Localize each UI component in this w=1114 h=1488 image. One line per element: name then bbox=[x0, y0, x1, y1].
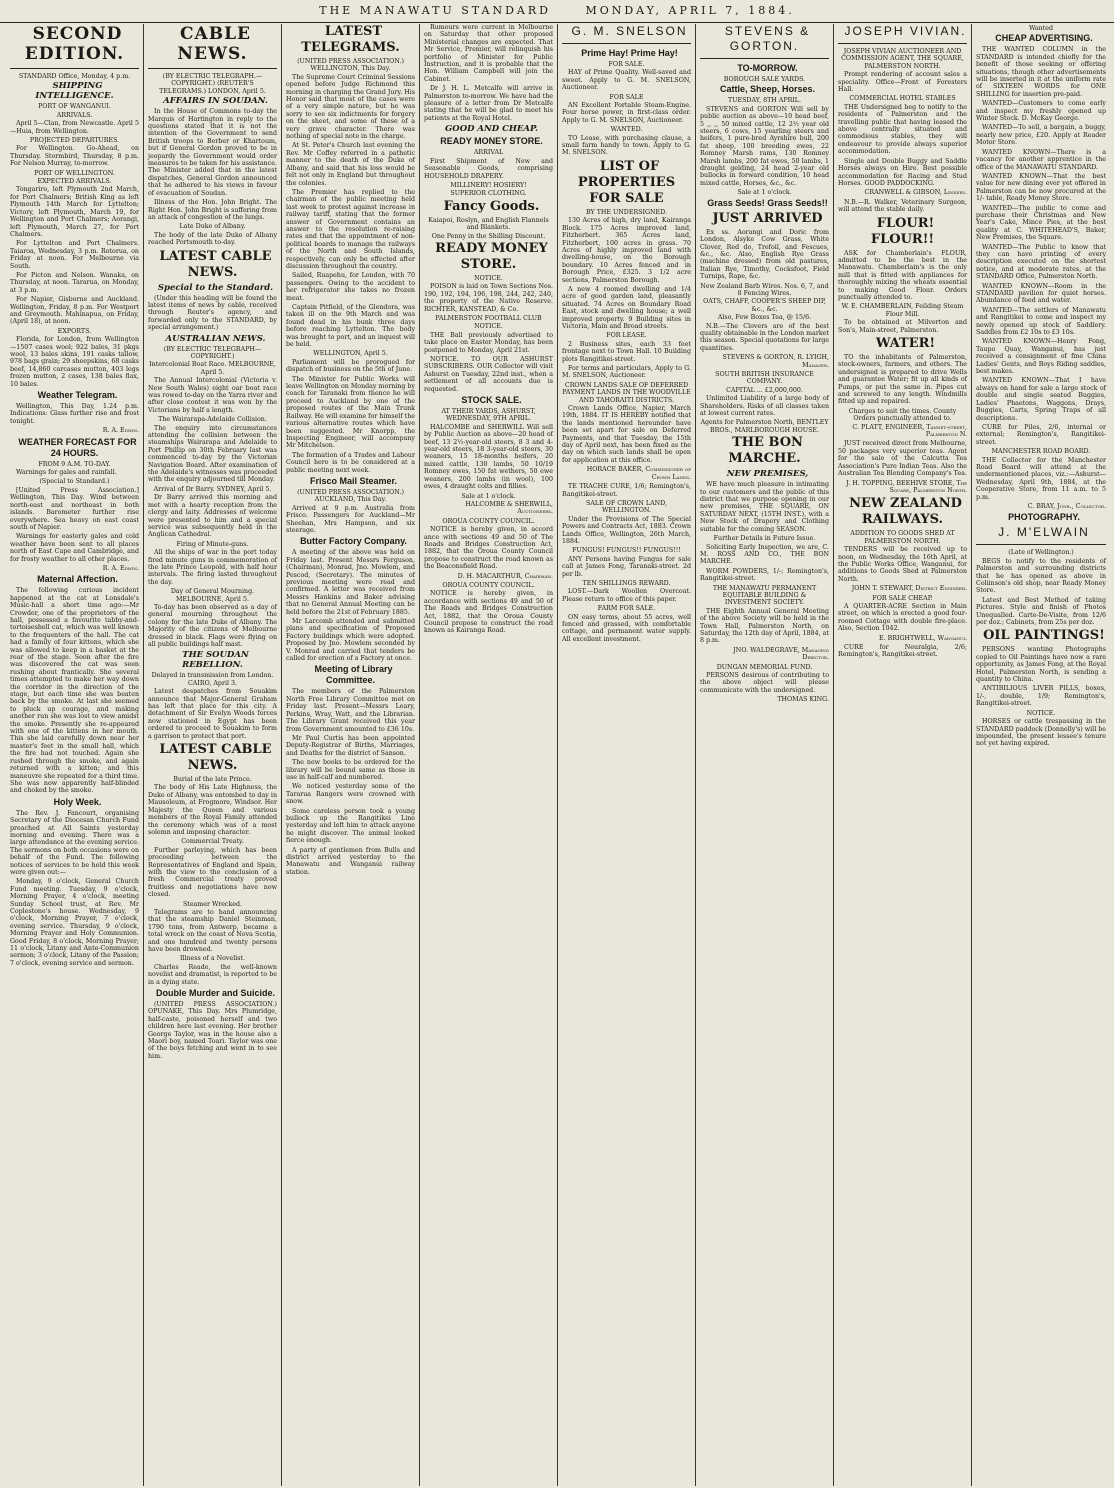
paragraph: LOST.—Dark Woollen Overcoat. Please return to office of this paper. bbox=[562, 588, 691, 603]
centered-line: CAPITAL ... £2,000,000. bbox=[726, 386, 803, 394]
signature-line: CRANWELL & GIBSON, Lessees. bbox=[864, 189, 967, 197]
paragraph: Some careless person took a young bullock up the Rangitikei Line yesterday and left him to attack anyone he might discover. The animal looked fierce enough. bbox=[286, 807, 415, 845]
paragraph: The body of the late Duke of Albany reached Portsmouth to-day. bbox=[148, 231, 277, 247]
headline: WATER! bbox=[875, 336, 936, 351]
masthead-name: THE MANAWATU STANDARD bbox=[319, 4, 551, 17]
section-heading: GOOD AND CHEAP. bbox=[445, 124, 538, 135]
centered-line: STANDARD Office, Monday, 4 p.m. bbox=[18, 73, 131, 80]
paragraph: The Supreme Court Criminal Sessions opened before Judge Richmond this morning in charging the Grand Jury. His Honor said that most of the cases were of a very simple nature, but he was sorry to see six indictments for forgery on the sheet, and some of these of a very grave character. There was nothing of special note in the charge. bbox=[286, 73, 415, 141]
centered-line: Further Details in Future Issue. bbox=[713, 535, 816, 543]
paragraph: NOTICE. TO OUR ASHURST SUBSCRIBERS. OUR Collector will visit Ashurst on Tuesday, 22nd inst., when a settlement of all accounts due is requested. bbox=[424, 356, 553, 393]
centered-line: W. E. CHAMBERLAIN, Feilding Steam Flour Mill. bbox=[841, 303, 964, 318]
headline: THE BON MARCHE. bbox=[728, 435, 803, 467]
paragraph: For Wellington. Go-Ahead, on Thursday. Stormbird, Thursday, 8 p.m. For Nelson Murray, to-morrow. bbox=[10, 145, 139, 168]
paragraph: Dr Barry arrived this morning and met with a hearty reception from the clergy and laity. Addresses of welcome were presented to him and a special service was subsequently held in the Anglican Cathedral. bbox=[148, 494, 277, 539]
paragraph: A QUARTER-ACRE Section in Main street, on which is erected a good four-roomed Cottage with double fire-place. Also, Section 1042. bbox=[838, 602, 967, 633]
newspaper-columns bbox=[6, 24, 1110, 1486]
paragraph: To-day has been observed as a day of general mourning throughout the colony for the late Duke of Albany. The Majority of the citizens of Melbourne dressed in black. Flags were flying on all public buildings half mast. bbox=[148, 603, 277, 648]
paragraph: Single and Double Buggy and Saddle Horses always on Hire. Best possible accommodation for Racing and Stud Horses. GOOD PADDOCKING. bbox=[838, 157, 967, 187]
paragraph: THE WANTED COLUMN in the STANDARD is intended chiefly for the benefit of those seeking or offering situations, though other advertisements will be inserted in it at the uniform rate of SIXTEEN WORDS for ONE SHILLING for insertion pre-paid. bbox=[976, 46, 1106, 98]
paragraph: WE have much pleasure in intimating to our customers and the public of this district that we purpose opening in our new premises, THE SQUARE, ON SATURDAY NEXT, (15TH INST.), with a New Stock of Drapery and Clothing suitable for the coming SEASON. bbox=[700, 481, 829, 533]
paragraph: Crown Lands Office, Napier, March 19th, 1884. IT IS HEREBY notified that the lands mentioned hereunder have been set apart for sale on Deferred Payments, and that Tuesday, the 15th day of April next, has been fixed as the day on which such lands shall be open for application at this office. bbox=[562, 405, 691, 464]
paragraph: For terms and particulars, Apply to G. M. SNELSON, Auctioneer. bbox=[562, 365, 691, 380]
headline: LATEST CABLE NEWS. bbox=[159, 248, 272, 280]
headline: LATEST TELEGRAMS. bbox=[301, 24, 400, 55]
section-heading: TO-MORROW. bbox=[737, 63, 798, 73]
paragraph: Prompt rendering of account sales a speciality. Office—Front of Foresters Hall. bbox=[838, 71, 967, 94]
paragraph: TO the inhabitants of Palmerston, stock-owners, farmers, and others. The undersigned is prepared to drive Wells and guarantee Water; fit up all kinds of Pumps, or put the same in. Pipes cut and screwed to any length. Windmills fitted up and repaired. bbox=[838, 354, 967, 406]
headline: Fancy Goods. bbox=[443, 198, 540, 214]
paragraph: For Picton and Nelson. Wanaka, on Thursday, at noon. Tararua, on Monday, at 3 p.m. bbox=[10, 271, 139, 294]
centered-line: (UNITED PRESS ASSOCIATION.) AUCKLAND, This Day. bbox=[297, 488, 404, 504]
section-heading: WEATHER FORECAST FOR 24 HOURS. bbox=[18, 436, 137, 458]
signature-line: R. A. Edwin. bbox=[102, 564, 139, 572]
paragraph: The new books to be ordered for the library will be bound same as those in use in half-calf and numbered. bbox=[286, 759, 415, 781]
centered-line: NOTICE. bbox=[474, 274, 503, 282]
centered-line: (BY ELECTRIC TELEGRAPH.—COPYRIGHT.) (REUTER'S TELEGRAMS.) LONDON, April 5. bbox=[159, 73, 266, 95]
paragraph: POISON is laid on Town Sections Nos. 190, 192, 194, 196, 198, 244, 242, 240, the property of the Native Reserve. RICHTER, KANSTEAD, & Co. bbox=[424, 283, 553, 313]
paragraph: Latest despatches from Souakim announce that Major-General Graham has left that place for this city. A detachment of Sir Evelyn Woods forces now stationed in Egypt has been ordered to proceed to Souakim to form a garrison to protect that port. bbox=[148, 688, 277, 740]
divider bbox=[976, 544, 1106, 545]
headline: READY MONEY STORE. bbox=[435, 240, 548, 272]
signature-line: THOMAS KING. bbox=[777, 696, 829, 704]
paragraph: WANTED—The public to come and purchase their Christmas and New Year's Cake, Mince Pies, at the best quality at C. WHITEHEAD'S, Baker, New Premises, the Square. bbox=[976, 204, 1106, 242]
paragraph: NOTICE is hereby given, in accord ance with sections 49 and 50 of The Roads and Bridges Construction Act, 1882, that the Oroua County Council propose to construct the road known as the Beaconsfield Road. bbox=[424, 526, 553, 571]
paragraph: 130 Acres of high, dry land, Kairanga Block. 175 Acres improved land, Fitzherbert. 365 Acres land, Fitzherbert, 100 acres in grass. 70 Acres of highly improved land with dwelling-house, on the Borough boundary. 10 Acres fenced and in Borough Price, £325. 3 1/2 acre sections, Palmerston Borough. bbox=[562, 217, 691, 284]
paragraph: At St. Peter's Church last evening the Rev. Mr Coffey referred in a pathetic manner to the death of the Duke of Albany, and said that his loss would be felt not only in England but throughout the colonies. bbox=[286, 142, 415, 187]
paragraph: N.B.—The Clovers are of the best quality obtainable in the London market this season. Special quotations for large quantities. bbox=[700, 322, 829, 352]
centered-line: NOTICE. bbox=[474, 323, 503, 331]
paragraph: HAY of Prime Quality. Well-saved and sweet. Apply to G. M. SNELSON, Auctioneer. bbox=[562, 69, 691, 92]
paragraph: Soliciting Early Inspection, we are, C. M. ROSS AND CO., THE BON MARCHE. bbox=[700, 543, 829, 566]
paragraph: Charles Reade, the well-known novelist and dramatist, is reported to be in a dying state. bbox=[148, 963, 277, 986]
paragraph: BEGS to notify to the residents of Palmerston and surrounding districts that he has opened as above in Coliinson's old shop, near Ready Money Store. bbox=[976, 557, 1106, 595]
paragraph: HORSES or cattle trespassing in the STANDARD paddock (Donnelly's) will be impounded, the present lessee's tenure not yet having expired. bbox=[976, 718, 1106, 748]
paragraph: THE Undersigned beg to notify to the residents of Palmerston and the travelling public that having leased the above centrally situated and commodious stables, they will endeavour to provide always superior accommodation. bbox=[838, 103, 967, 156]
paragraph: WANTED—Customers to come early and inspect my freshly opened up Winter Stock. D. McKay George. bbox=[976, 100, 1106, 123]
centered-line: EXPORTS. bbox=[57, 327, 92, 335]
paragraph: (Under this heading will be found the latest items of news by cable, received through Reuter's agency, and forwarded only to the STANDARD, by special arrangement.) bbox=[148, 294, 277, 332]
headline: LIST OF PROPERTIES FOR SALE bbox=[577, 158, 676, 206]
headline: LATEST CABLE NEWS. bbox=[159, 742, 272, 774]
paragraph: All the ships of war in the port today fired minute guns in commemoration of the late Prince Leopold, with half hour intervals. The firing lasted throughout the day. bbox=[148, 549, 277, 586]
paragraph: The formation of a Trades and Labour Council here is to be considered at a public meeting next week. bbox=[286, 451, 415, 474]
paragraph: A party of gentlemen from Bulls and district arrived yesterday to the Manawatu and Wanganui railway station. bbox=[286, 846, 415, 876]
signature-line: C. BRAY, Junr., Collector. bbox=[1027, 502, 1106, 510]
paragraph: Telegrams are to hand announcing that the steamship Daniel Steinman, 1790 tons, from Antwerp, became a total wreck on the coast of Nova Scotia, and one hundred and twenty persons have been drowned. bbox=[148, 908, 277, 953]
centered-line: ARRIVAL bbox=[473, 149, 504, 157]
centered-line: THE MANAWATU PERMANENT EQUITABLE BUILDING & INVESTMENT SOCIETY. bbox=[712, 584, 817, 607]
centered-line: FARM FOR SALE. bbox=[597, 605, 656, 613]
paragraph: [United Press Association.] Wellington, This Day. Wind between north-east and northeast in both islands. Barometer further rise everywhere. Sea heavy on east coast south of Napier. bbox=[10, 486, 139, 531]
paragraph: Latest and Best Method of taking Pictures. Style and finish of Photos Unequalled. Carte-De-Visite, from 12/6 per doz.; Cabinets, from 25s per doz. bbox=[976, 596, 1106, 627]
centered-line: Burial of the late Prince. bbox=[173, 776, 252, 784]
paragraph: WANTED KNOWN—Henry Fong, Taupo Quay, Wanganui, has just received a consignment of fine China Ladies' Gents, and Boys Riding saddles, best makes. bbox=[976, 338, 1106, 376]
divider bbox=[10, 68, 139, 69]
centered-line: Illness of a Novelist. bbox=[179, 955, 246, 963]
centered-line: NOTICE. bbox=[1026, 709, 1056, 717]
centered-line: SUPERIOR CLOTHING. bbox=[450, 190, 527, 198]
paragraph: The members of the Palmerston North Free Library Committee met on Friday last. Present—Messrs Leary, Perkins, Wray, Watt, and the Librarian. The Library Grant received this year from Government amounted to £36 10s. bbox=[286, 688, 415, 733]
advertiser-name: G. M. SNELSON bbox=[571, 24, 688, 38]
centered-line: COMMERCIAL HOTEL STABLES bbox=[849, 95, 956, 103]
column-7 bbox=[834, 24, 972, 1486]
paragraph: TE TRACHE CURE, 1/6; Remington's, Rangitikei-street. bbox=[562, 483, 691, 498]
centered-line: (Late of Wellington.) bbox=[1008, 549, 1074, 557]
centered-line: Delayed in transmission from London. CAIRO, April 3. bbox=[151, 672, 274, 687]
advertiser-name: J. M'ELWAIN bbox=[998, 525, 1090, 540]
paragraph: Sailed, Ruapehu, for London, with 70 passengers. Owing to the accident to her refrigerator she takes no frozen meat. bbox=[286, 272, 415, 302]
divider bbox=[148, 68, 277, 69]
paragraph: AN Excellent Portable Steam-Engine. Four horse power, in first-class order. Apply to G. M. SNELSON, Auctioneer. bbox=[562, 102, 691, 124]
section-heading: CHEAP ADVERTISING. bbox=[995, 33, 1093, 44]
centered-line: Charges to suit the times. County Orders punctually attended to. bbox=[848, 407, 957, 423]
column-1 bbox=[6, 24, 144, 1486]
centered-line: FOR SALE bbox=[609, 93, 644, 101]
centered-line: FOR SALE CHEAP. bbox=[872, 594, 933, 602]
paragraph: The enquiry into circumstances attending the collision between the steamships Wairarapa and Adelaide to Port Phillip on 30th February last was commenced to-day by the Victorian Navigation Board. After examination of the Adelaide's witnesses was proceeded with the enquiry adjourned till Monday. bbox=[148, 424, 277, 484]
section-heading: Special to the Standard. bbox=[157, 282, 274, 293]
paragraph: The Minister for Public Works will leave Wellington on Monday morning by coach for Taranaki from thence he will proceed to Auckland by one of the proposed routes of the Main Trunk Railway. He will examine for himself the various alternative routes which have been suggested. Mr Knorpp, the Inspecting Engineer, will accompany Mr Mitchelson. bbox=[286, 375, 415, 450]
paragraph: Ex ss. Aorangi and Doric from London, Alsyke Cow Grass, White Clover, Red do, Trefoil, and Fescues, &c., &c. Also, English Rye Grass (machine dressed) from old pastures, Italian Rye, Timothy, Cocksfoot, Field Turnips, Rape, &c. bbox=[700, 228, 829, 281]
centered-line: PROJECTED DEPARTURES. bbox=[29, 137, 120, 145]
paragraph: WANTED—The Public to know that they can have printing of every description executed on the shortest notice, and at moderate rates, at the STANDARD Office, Palmerston North. bbox=[976, 243, 1106, 281]
centered-line: (BY ELECTRIC TELEGRAPH—COPYRIGHT.) bbox=[163, 345, 262, 360]
centered-line: DUNGAN MEMORIAL FUND. bbox=[716, 663, 813, 671]
centered-line: One Penny in the Shilling Discount. bbox=[431, 232, 546, 240]
section-heading: Double Murder and Suicide. bbox=[155, 988, 275, 999]
signature-line: JOHN T. STEWART, District Engineer. bbox=[851, 585, 967, 593]
paragraph: THE Ball previously advertised to take place on Easter Monday, has been postponed to Monday, April 21st. bbox=[424, 331, 553, 354]
headline: NEW ZEALAND RAILWAYS. bbox=[849, 496, 962, 528]
paragraph: WANTED KNOWN—That I have always on hand for sale a large stock of double and single seated Buggies, Ladies' Phaetons, Waggons, Drays, Buggies, Carts, Spring Traps of all descriptions. bbox=[976, 377, 1106, 422]
headline: FLOUR! FLOUR!! bbox=[870, 215, 935, 247]
column-3 bbox=[282, 24, 420, 1486]
centered-line: ADDITION TO GOODS SHED AT PALMERSTON NORTH. bbox=[850, 530, 955, 545]
section-heading: Maternal Affection. bbox=[37, 574, 118, 585]
paragraph: Rumours were current in Melbourne on Saturday that other proposed Ministerial changes are expected. That Mr Service, Premier, will relinquish his portfolio of Minister for Public Instruction, and it is probable that the Hon. William Campbell will join the Cabinet. bbox=[424, 24, 553, 83]
section-heading: Frisco Mail Steamer. bbox=[309, 475, 398, 486]
paragraph: THE Eighth Annual General Meeting of the above Society will be held in the Town Hall, Palmerston North, on Saturday, the 12th day of April, 1884, at 8 p.m. bbox=[700, 607, 829, 645]
centered-line: The Wairarapa-Adelaide Collision. bbox=[158, 416, 267, 424]
centered-line: FOR LEASE. bbox=[606, 332, 647, 340]
section-heading: STOCK SALE. bbox=[461, 395, 522, 406]
paragraph: ANY Persons having Fungus for sale call at James Fong, Taranaki-street. 2d per lb. bbox=[562, 555, 691, 578]
section-heading: Prime Hay! Prime Hay! bbox=[581, 48, 678, 58]
paragraph: PERSONS wanting Photographs copied to Oil Paintings have now a rare opportunity, as James Fong, at the Royal Hotel, Palmerston North, is sending a quantity to China. bbox=[976, 646, 1106, 684]
paragraph: WANTED—To sell, a bargain, a buggy, nearly new price, £20. Apply at Reader Motor Store. bbox=[976, 124, 1106, 147]
paragraph: For Lyttelton and Port Chalmers. Taiaroa, Wednesday, 3 p.m. Rotorua, on Friday at noon. For Melbourne via South. bbox=[10, 240, 139, 270]
section-heading: NEW PREMISES, bbox=[726, 469, 809, 480]
centered-line: Agents for Palmerston North, BENTLEY BROS., MARLBOROUGH HOUSE. bbox=[700, 419, 829, 434]
section-heading: Meeting of Library Committee. bbox=[314, 664, 393, 686]
column-8 bbox=[972, 24, 1110, 1486]
paragraph: TO Lease, with purchasing clause, a small farm handy to town. Apply to G. M. SNELSON. bbox=[562, 134, 691, 157]
paragraph: The body of His Late Highness, the Duke of Albany, was entombed to day in Mausoleum, at Frogmore, Windsor. Her Majesty the Queen and various members of the Royal Family attended the ceremony which was of a most solemn and imposing character. bbox=[148, 784, 277, 836]
column-6 bbox=[696, 24, 834, 1486]
centered-line: Wanted bbox=[1028, 25, 1054, 32]
centered-line: SALE OF CROWN LAND, WELLINGTON. bbox=[586, 499, 667, 515]
centered-line: TUESDAY, 8TH APRIL. bbox=[727, 97, 801, 105]
column-5 bbox=[558, 24, 696, 1486]
paragraph: Arrived at 9 p.m. Australia from Frisco. Passengers for Auckland—Mr Sheehan, Mrs Hampson, and six steerage. bbox=[286, 504, 415, 534]
signature-line: STEVENS & GORTON, R. LYIGH, Manager. bbox=[722, 354, 829, 369]
signature-line: R. A. Edwin. bbox=[102, 427, 139, 435]
section-heading: AFFAIRS IN SOUDAN. bbox=[163, 96, 268, 107]
paragraph: Unlimited Liability of a large body of Shareholders. Risks of all classes taken at lowest current rates. bbox=[700, 395, 829, 418]
signature-line: JNO. WALDEGRAVE, Managing Director. bbox=[733, 646, 829, 662]
paragraph: JUST received direct from Melbourne, 50 packages very superior teas. Agent for the sale of the Calcutta Tea Association's Pure Indian Teas. Also the Australian Tea Blending Company's Tea. bbox=[838, 440, 967, 478]
centered-line: MANCHESTER ROAD BOARD. bbox=[991, 448, 1091, 456]
paragraph: NOTICE is hereby given, in accordance with sections 49 and 50 of The Roads and Bridges Construction Act, 1882, that the Oroua County Council propose to construct the road known as Kairanga Road. bbox=[424, 590, 553, 635]
paragraph: WORM POWDERS, 1/-; Remington's, Rangitikei-street. bbox=[700, 567, 829, 583]
centered-line: CROWN LANDS SALE OF DEFERRED PAYMENT LANDS IN THE WOODVILLE AND TAHORAITI DISTRICTS. bbox=[562, 381, 691, 404]
paragraph: In the House of Commons to-day the Marquis of Hartington in reply to the questions stated that it is not the intention of the Government to send British troops to Berber or Khartoum, but if General Gordon proved to be in jeopardy the Government would order measures to be taken for his assistance. The Minister added that in the latest dispatches, General Gordon announced that he adhered to his views in favour of evacuation of Soudan. bbox=[148, 108, 277, 197]
centered-line: AT THEIR YARDS, ASHURST, WEDNESDAY, 9TH APRIL. bbox=[441, 408, 536, 423]
paragraph: Mr Larcomb attended and submitted plans and specification of Proposed Factory buildings which were adopted. Proposed by Jno. Mowlem seconded by V. Monrad and carried that tenders be called for erection of a Factory at once. bbox=[286, 618, 415, 663]
centered-line: MILLINERY! HOSIERY! bbox=[450, 181, 527, 189]
centered-line: (Special to Standard.) bbox=[39, 478, 110, 486]
advertiser-name: JOSEPH VIVIAN. bbox=[844, 24, 967, 38]
paragraph: Mr Paul Curtis has been appointed Deputy-Registrar of Births, Marriages, and Deaths for the district of Sanson. bbox=[286, 734, 415, 757]
headline: JUST ARRIVED bbox=[712, 210, 823, 226]
paragraph: STEVENS and GORTON Will sell by public auction as above—10 head beef, 5 ,, ,, 50 mixed cattle, 12 2½ year old steers, 6 cows, 15 yearling steers and heifers, 1 pure-bred Ayrshire bull, 200 fat sheep, 100 breeding ewes, 22 Romney Marsh rams, 130 Romney Marsh lambs, 200 fat ewes, 50 lambs, 1 draught gelding, 24 head 2-year old bullocks in forward condition, 10 head mixed cattle, Horses, &c., &c. bbox=[700, 105, 829, 187]
paragraph: A meeting of the above was held on Friday last. Present Messrs Ferguson, (Chairman), Monrad, Jno. Mowlem, and Pescod, (Secretary). The minutes of previous meeting were read and confirmed. A letter was received from Messrs Hankins and Baker advising that no General Annual Meeting can be held before the 21st of February 1885. bbox=[286, 549, 415, 616]
section-heading: AUSTRALIAN NEWS. bbox=[165, 333, 266, 344]
section-heading: THE SOUDAN REBELLION. bbox=[182, 650, 249, 671]
column-4 bbox=[420, 24, 558, 1486]
paragraph: ANTIBILIOUS LIVER PILLS, boxes, 1/-, double, 1/9; Remington's, Rangitikei-street. bbox=[976, 685, 1106, 708]
paragraph: HALCOMBE and SHERWILL Will sell by Public Auction as above—20 head of beef, 13 2½-year-old steers, 8 3 and 4-year-old steers, 18 3-year-old steers, 30 weaners, 15 18-months heifers, 20 mixed cattle, 130 lambs, 50 10/19 Romney ewes, 150 fat wethers, 50 ewe weaners, 200 lambs (in wool), 100 ewes, 4 draught colts and fillies. bbox=[424, 423, 553, 491]
advertiser-name: STEVENS & GORTON. bbox=[724, 24, 811, 53]
column-2 bbox=[144, 24, 282, 1486]
paragraph: WANTED KNOWN—There is a vacancy for another apprentice in the office of the MANAWATU STANDARD. bbox=[976, 148, 1106, 171]
headline: CABLE NEWS. bbox=[177, 24, 251, 64]
centered-line: Commercial Treaty. bbox=[181, 838, 244, 846]
centered-line: Firing of Minute-guns. bbox=[176, 540, 249, 548]
signature-line: E. BRIGHTWELL, Wanganui. bbox=[878, 634, 967, 642]
headline: OIL PAINTINGS! bbox=[983, 628, 1105, 644]
centered-line: WELLINGTON, April 5. bbox=[313, 350, 388, 358]
paragraph: Under the Provisions of The Special Powers and Contracts Act, 1883. Crown Lands Office, Wellington, 26th March, 1884. bbox=[562, 515, 691, 545]
paragraph: To be obtained at Milverton and Son's, Main-street, Palmerston. bbox=[838, 319, 967, 334]
masthead bbox=[0, 0, 1114, 23]
paragraph: Further parleying, which has been proceeding between the Representatives of England and Spain, with the view to the conclusion of a fresh Commercial treaty proved fruitless and negotiations have now closed. bbox=[148, 846, 277, 899]
centered-line: OROUA COUNTY COUNCIL. bbox=[442, 581, 535, 589]
centered-line: TEN SHILLINGS REWARD. bbox=[582, 579, 671, 587]
centered-line: FUNGUS! FUNGUS!! FUNGUS!!! bbox=[572, 547, 681, 555]
paragraph: April 5—Clan, from Newcastle. April 5—Huia, from Wellington. bbox=[10, 120, 139, 135]
divider bbox=[700, 58, 829, 59]
masthead-date: MONDAY, APRIL 7, 1884. bbox=[585, 4, 795, 17]
centered-line: Intercolonial Boat Race. MELBOURNE, April 5. bbox=[149, 361, 276, 376]
paragraph: ASK for Chamberlain's FLOUR, admitted to be the best in the Manawatu. Chamberlain's is the only mill that is fitted with appliances for thoroughly mixing the wheats essential to making Good Flour. Orders punctually attended to. bbox=[838, 249, 967, 301]
section-heading: Butter Factory Company. bbox=[300, 536, 407, 547]
centered-line: EXPECTED ARRIVALS. bbox=[37, 178, 112, 186]
centered-line: PORT OF WELLINGTON. bbox=[34, 169, 115, 177]
paragraph: PERSONS desirous of contributing to the above object will please communicate with the undersigned. bbox=[700, 672, 829, 694]
paragraph: CURE for Piles, 2/6, internal or external; Remington's, Rangitikei-street. bbox=[976, 423, 1106, 446]
paragraph: Tongariro, left Plymouth 2nd March, for Port Chalmers; British King as left Plymouth 14th March for Lyttelton; Victory, left Plymouth, March 19, for Wellington and Port Chalmers; Aorangi, left Plymouth, March 27, for Port Chalmers. bbox=[10, 186, 139, 238]
centered-line: PORT OF WANGANUI. bbox=[38, 103, 111, 111]
signature-line: D. H. MACARTHUR, Chairman. bbox=[457, 572, 553, 580]
centered-line: Arrival of Dr Barry. SYDNEY, April 5. bbox=[153, 485, 272, 493]
centered-line: WANTED. bbox=[610, 126, 643, 134]
centered-line: Steamer Wrecked. bbox=[182, 900, 243, 908]
section-heading: Holy Week. bbox=[53, 796, 102, 807]
paragraph: THE Collector for the Manchester Road Board will attend at the undermentioned places, viz.:—Ashurst—Wednesday, April 9th, 1884, at the Cooperative Store, from 11 a.m. to 5 p.m. bbox=[976, 456, 1106, 501]
paragraph: The following curious incident happened at the cat at Lonsdale's Music-hall a short time ago:—Mr Crowder, one of the proprietors of the hall, possessed a favourite tabby-and-tortoiseshell cat, which was well known to the frequenters of the hall. The cat had a family of four kittens, which she was allowed to keep in a basket at the rear of the stage. Soon after the fire was discovered the cat was seen rushing about frantically. She several times attempted to make her way down the corridor in the direction of the stage, but each time she was beaten back by the smoke. At last she seemed to pluck up courage, and making another run she was lost to view amidst the smoke. Presently she re-appeared with one of the kittens in her mouth. This she laid carefully down near her master's feet in the small hall, which the fire had not touched. Again she rushed through the smoke, and again returned with a kitten; and this maneuvre she repeated for a third time. She was now apparently half-blinded and choked by the smoke. bbox=[10, 587, 139, 795]
centered-line: PALMERSTON FOOTBALL CLUB bbox=[435, 314, 542, 322]
section-heading: Cattle, Sheep, Horses. bbox=[719, 84, 816, 95]
divider bbox=[838, 43, 967, 44]
paragraph: Dr J. H. L. Metcalfe will arrive in Palmerston to-morrow. We have had the pleasure of a letter from Dr Metcalfe stating that he will be glad to meet his patients at the Royal Hotel. bbox=[424, 85, 553, 122]
paragraph: For Napier, Gisborne and Auckland. Wellington, Friday, 8 p.m. For Westport and Greymouth. Mahinapua, on Friday, (April 18), at noon. bbox=[10, 296, 139, 326]
signature-line: HALCOMBE & SHERWILL, Auctioneers. bbox=[465, 500, 553, 516]
centered-line: BOROUGH SALE YARDS. bbox=[723, 76, 806, 83]
paragraph: (UNITED PRESS ASSOCIATION.) OPUNAKE, This Day. Mrs Plumridge, half-caste, poisoned herself and two children here last evening. Her brother George Taylor, was in the house also a Maori boy, named Toari. Taylor was one of the boys fetching and went in to see him. bbox=[148, 1001, 277, 1060]
headline: SECOND EDITION. bbox=[24, 24, 125, 64]
section-heading: SHIPPING INTELLIGENCE. bbox=[35, 81, 114, 102]
centered-line: Day of General Mourning. MELBOURNE, April 5. bbox=[170, 588, 255, 603]
paragraph: Florida, for London, from Wellington —1507 cases wool; 922 bales, 31 pkgs wool, 13 bales skins, 191 casks tallow, 978 bags grain; 29 sheepskins, 68 casks beef, 14,860 carcases mutton, 403 legs frozen mutton, 2 cases, 138 bales flax, 10 bales. bbox=[10, 336, 139, 388]
centered-line: SOUTH BRITISH INSURANCE COMPANY. bbox=[715, 371, 814, 386]
centered-line: OATS, CHAFF, COOPER'S SHEEP DIP, &c., &c. bbox=[703, 298, 826, 313]
centered-line: New Zealand Barb Wires. Nos. 6, 7, and 8 Fencing Wires. bbox=[700, 282, 829, 297]
signature-line: C. PLATT, ENGINEER, Tannet-street, Palmerston N. bbox=[852, 423, 967, 439]
paragraph: We noticed yesterday some of the Tararua Rangers were crowned with snow. bbox=[286, 783, 415, 806]
paragraph: Monday, 9 o'clock, General Church Fund meeting. Tuesday, 9 o'clock, Morning Prayer, 4 o'clock, meeting Sunday School trust, at Rev. Mr Coplestone's house. Wednesday, 9 o'clock, Morning Prayer, 7 o'clock, evening service. Thursday, 9 o'clock, Morning Prayer and Holy Communion. Good Friday, 8 o'clock, Morning Prayer; 11 o'clock, Litany and Ante-Communion sermon; 3 o'clock, Litany of the Passion; 7 o'clock, evening service and sermon. bbox=[10, 878, 139, 967]
centered-line: OROUA COUNTY COUNCIL. bbox=[442, 517, 535, 525]
centered-line: FROM 9 A.M. TO-DAY. bbox=[38, 460, 111, 468]
paragraph: WANTED KNOWN—Room in the STANDARD pavilion for quiet horses. Abundance of feed and water. bbox=[976, 282, 1106, 305]
signature-line: HORACE BAKER, Commissioner of Crown Lands. bbox=[586, 466, 691, 481]
paragraph: A new 4 roomed dwelling and 1/4 acre of good garden land, pleasantly situated. 74 Acres on Boundary Road East, stock and dwelling house; a well improved property. 9 Building sites in Victoria, Main and Broad streets. bbox=[562, 285, 691, 330]
paragraph: ON easy terms, about 55 acres, well fenced and grassed, with comfortable cottage, and permanent water supply. All excellent investment. bbox=[562, 613, 691, 643]
paragraph: Wellington, This Day, 1.24 p.m. Indications: Glass further rise and frost tonight. bbox=[10, 403, 139, 425]
paragraph: TENDERS will be received up to noon, on Wednesday, the 16th April, at the Public Works Office, Wanganui, for additions to Goods Shed at Palmerston North. bbox=[838, 546, 967, 583]
centered-line: Also, Few Boxes Tea, @ 15/6. bbox=[717, 314, 812, 322]
divider bbox=[562, 43, 691, 44]
paragraph: Warnings for easterly gales and cold weather have been sent to all places north of East Cape and Cambridge, and for frosty weather to all other places. bbox=[10, 533, 139, 563]
paragraph: Captain Pitfield, of the Glendora, was taken ill on the 9th March and was found dead in his bunk three days before reaching Lyttelton. The body was brought to port, and an inquest will be held. bbox=[286, 304, 415, 349]
paragraph: The Premier has replied to the chairman of the public meeting held last week to protest against increase in railway tariff, stating that the former answer of Government contains an answer to the resolution re-raising rates and that the appointment of non-political boards to manage the railways of the North and South Islands, respectively, can only be effected after discussion throughout the country. bbox=[286, 188, 415, 270]
paragraph: CURE for Neuralgia, 2/6; Remington's, Rangitikei-street. bbox=[838, 644, 967, 659]
paragraph: The Rev. J. Fancourt, organising Secretary of the Diocesan Church Fund preached at All Saints yesterday morning and evening. There was a large attendance at the evening service. The sermons on both occasions were on behalf of the Fund. The following notices of services to be held this week were given out:— bbox=[10, 809, 139, 876]
centered-line: Sale at 1 o'clock. bbox=[737, 189, 792, 197]
paragraph: First Shipment of New and Seasonable Goods, comprising HOUSEHOLD DRAPERY. bbox=[424, 157, 553, 180]
paragraph: Illness of the Hon. John Bright. The Right Hon. John Bright is suffering from an attack of congestion of the lungs. bbox=[148, 199, 277, 221]
paragraph: WANTED KNOWN—That the best value for new dining ever yet offered in Palmerston can be now procured at the 1/- table, Ready Money Store. bbox=[976, 172, 1106, 203]
signature-line: J. H. TOPPING, BEEHIVE STORE, The Square, Palmerston North. bbox=[846, 479, 967, 494]
section-heading: Grass Seeds! Grass Seeds!! bbox=[707, 197, 828, 208]
centered-line: ARRIVALS. bbox=[56, 111, 93, 119]
paragraph: Parliament will be prorogued for dispatch of business on the 5th of June. bbox=[286, 358, 415, 374]
section-heading: PHOTOGRAPHY. bbox=[1008, 512, 1080, 523]
centered-line: Kaiapoi, Roslyn, and English Flannels and Blankets. bbox=[428, 216, 549, 232]
section-heading: Weather Telegram. bbox=[37, 390, 118, 401]
centered-line: Sale at 1 o'clock. bbox=[461, 492, 516, 500]
paragraph: The Annual Intercolonial (Victoria v. New South Wales) eight oar boat race was rowed to-day on the Yarra river and after close contest it was won by the Victorians by half a length. bbox=[148, 377, 277, 414]
centered-line: JOSEPH VIVIAN AUCTIONEER AND COMMISSION AGENT, THE SQUARE, PALMERSTON NORTH. bbox=[841, 48, 964, 70]
centered-line: FOR SALE. bbox=[608, 61, 645, 68]
centered-line: Late Duke of Albany. bbox=[179, 223, 246, 231]
section-heading: READY MONEY STORE. bbox=[440, 136, 543, 147]
centered-line: (UNITED PRESS ASSOCIATION.) WELLINGTON, This Day. bbox=[297, 58, 404, 73]
centered-line: BY THE UNDERSIGNED. bbox=[586, 208, 667, 216]
paragraph: N.B.—R. Walker, Veterinary Surgeon, will attend the stable daily. bbox=[838, 198, 967, 214]
paragraph: WANTED—The settlers of Manawatu and Rangitikei to come and inspect my newly opened up stock of Saddlery. Saddles from £2 10s to £3 10s. bbox=[976, 306, 1106, 337]
paragraph: 2 Business sites, each 33 feet frontage next to Town Hall. 10 Building plots Rangitikei-street. bbox=[562, 340, 691, 363]
paragraph: Warnings for gales and rainfall. bbox=[16, 469, 117, 477]
